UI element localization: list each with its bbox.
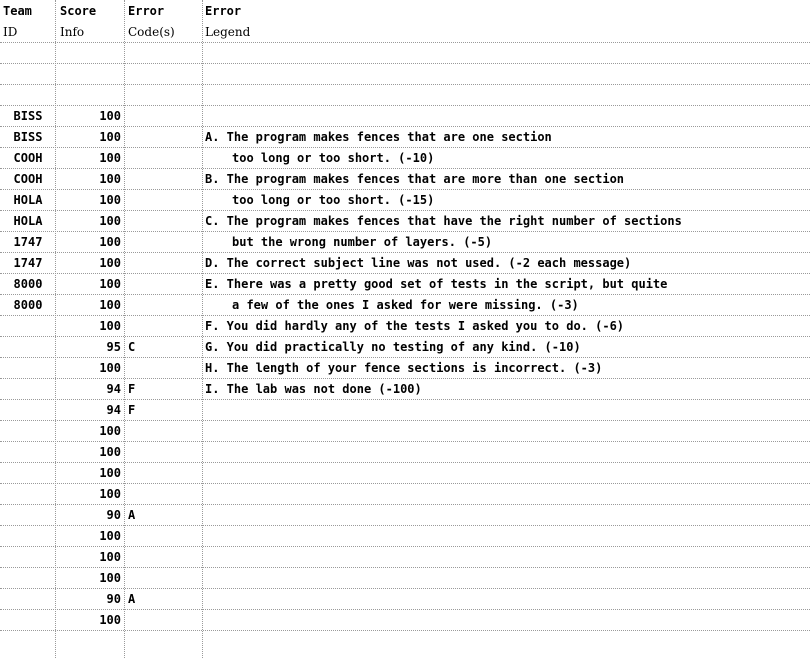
table-row xyxy=(0,526,810,547)
row-divider xyxy=(0,105,810,106)
error-code-cell xyxy=(128,484,200,505)
legend-cell: too long or too short. (-10) xyxy=(232,151,435,165)
score-cell: 100 xyxy=(99,214,121,228)
row-divider xyxy=(0,357,810,358)
score-cell: 94 xyxy=(106,403,121,417)
team-id-cell xyxy=(2,316,54,337)
team-id-cell: COOH xyxy=(13,172,43,186)
team-id-cell xyxy=(2,442,54,463)
row-divider xyxy=(0,84,810,85)
score-cell: 100 xyxy=(99,235,121,249)
table-row xyxy=(0,547,810,568)
legend-cell: too long or too short. (-15) xyxy=(232,193,435,207)
legend-cell: F. You did hardly any of the tests I asked you to do. (-6) xyxy=(205,319,625,333)
legend-cell xyxy=(205,505,805,526)
score-cell: 100 xyxy=(99,277,121,291)
team-id-cell: BISS xyxy=(13,109,43,123)
row-divider xyxy=(0,630,810,631)
table-row xyxy=(0,169,810,190)
row-divider xyxy=(0,399,810,400)
score-cell: 100 xyxy=(99,151,121,165)
row-divider xyxy=(0,63,810,64)
table-row xyxy=(0,610,810,631)
team-id-cell: 1747 xyxy=(13,235,43,249)
score-cell: 100 xyxy=(99,487,121,501)
team-id-cell xyxy=(2,547,54,568)
legend-cell xyxy=(205,568,805,589)
row-divider xyxy=(0,378,810,379)
score-cell: 90 xyxy=(106,592,121,606)
table-row xyxy=(0,85,810,106)
table-row xyxy=(0,148,810,169)
table-row xyxy=(0,64,810,85)
team-id-cell xyxy=(2,589,54,610)
header-team: Team xyxy=(3,4,32,18)
header-row xyxy=(0,1,810,22)
team-id-cell: BISS xyxy=(13,130,43,144)
team-id-cell xyxy=(2,64,54,85)
row-divider xyxy=(0,273,810,274)
legend-cell: G. You did practically no testing of any kind. (-10) xyxy=(205,340,581,354)
table-row xyxy=(0,589,810,610)
table-row xyxy=(0,400,810,421)
table-row xyxy=(0,43,810,64)
legend-cell xyxy=(205,526,805,547)
table-row xyxy=(0,463,810,484)
table-row xyxy=(0,295,810,316)
legend-cell: D. The correct subject line was not used. (-2 each message) xyxy=(205,256,632,270)
team-id-cell xyxy=(2,85,54,106)
team-id-cell: HOLA xyxy=(13,193,43,207)
score-cell: 90 xyxy=(106,508,121,522)
score-cell: 100 xyxy=(99,466,121,480)
table-row xyxy=(0,337,810,358)
error-code-cell: C xyxy=(128,340,136,354)
header-info: Info xyxy=(60,25,85,39)
score-cell: 95 xyxy=(106,340,121,354)
legend-cell: E. There was a pretty good set of tests in the script, but quite xyxy=(205,277,668,291)
table-row xyxy=(0,568,810,589)
team-id-cell: 8000 xyxy=(13,298,43,312)
score-cell xyxy=(56,85,121,106)
table-row xyxy=(0,442,810,463)
team-id-cell xyxy=(2,484,54,505)
table-row xyxy=(0,211,810,232)
table-row xyxy=(0,274,810,295)
table-row xyxy=(0,358,810,379)
error-code-cell: A xyxy=(128,508,136,522)
header-id: ID xyxy=(3,25,18,39)
row-divider xyxy=(0,147,810,148)
table-row xyxy=(0,127,810,148)
team-id-cell xyxy=(2,526,54,547)
legend-cell xyxy=(205,589,805,610)
legend-cell xyxy=(205,85,805,106)
error-code-cell xyxy=(128,274,200,295)
error-code-cell xyxy=(128,253,200,274)
team-id-cell xyxy=(2,43,54,64)
legend-cell: A. The program makes fences that are one section xyxy=(205,130,552,144)
score-cell: 100 xyxy=(99,193,121,207)
score-cell: 100 xyxy=(99,256,121,270)
legend-cell xyxy=(205,442,805,463)
row-divider xyxy=(0,462,810,463)
table-row xyxy=(0,379,810,400)
table-row xyxy=(0,106,810,127)
error-code-cell xyxy=(128,169,200,190)
team-id-cell: 1747 xyxy=(13,256,43,270)
row-divider xyxy=(0,252,810,253)
error-code-cell xyxy=(128,211,200,232)
error-code-cell: A xyxy=(128,592,136,606)
row-divider xyxy=(0,504,810,505)
row-divider xyxy=(0,420,810,421)
score-cell: 100 xyxy=(99,613,121,627)
table-row xyxy=(0,190,810,211)
team-id-cell: HOLA xyxy=(13,214,43,228)
legend-cell xyxy=(205,484,805,505)
error-code-cell: F xyxy=(128,403,136,417)
legend-cell: B. The program makes fences that are more than one section xyxy=(205,172,625,186)
row-divider xyxy=(0,231,810,232)
legend-cell: H. The length of your fence sections is incorrect. (-3) xyxy=(205,361,603,375)
score-cell: 100 xyxy=(99,109,121,123)
error-code-cell xyxy=(128,421,200,442)
legend-cell xyxy=(205,421,805,442)
team-id-cell xyxy=(2,358,54,379)
legend-cell: but the wrong number of layers. (-5) xyxy=(232,235,493,249)
team-id-cell: 8000 xyxy=(13,277,43,291)
legend-cell xyxy=(205,106,805,127)
error-code-cell xyxy=(128,547,200,568)
score-cell: 100 xyxy=(99,361,121,375)
error-code-cell xyxy=(128,610,200,631)
row-divider xyxy=(0,210,810,211)
row-divider xyxy=(0,168,810,169)
score-cell: 94 xyxy=(106,382,121,396)
error-code-cell xyxy=(128,442,200,463)
score-cell: 100 xyxy=(99,529,121,543)
header-row xyxy=(0,22,810,43)
legend-cell xyxy=(205,610,805,631)
error-code-cell xyxy=(128,358,200,379)
score-cell: 100 xyxy=(99,319,121,333)
error-code-cell xyxy=(128,295,200,316)
legend-cell: a few of the ones I asked for were missing. (-3) xyxy=(232,298,579,312)
legend-cell: I. The lab was not done (-100) xyxy=(205,382,422,396)
error-code-cell xyxy=(128,190,200,211)
team-id-cell xyxy=(2,610,54,631)
score-cell xyxy=(56,64,121,85)
error-code-cell xyxy=(128,106,200,127)
error-code-cell xyxy=(128,64,200,85)
score-cell: 100 xyxy=(99,298,121,312)
row-divider xyxy=(0,42,810,43)
score-cell: 100 xyxy=(99,424,121,438)
legend-cell xyxy=(205,400,805,421)
row-divider xyxy=(0,126,810,127)
row-divider xyxy=(0,588,810,589)
legend-cell xyxy=(205,64,805,85)
row-divider xyxy=(0,546,810,547)
legend-cell xyxy=(205,463,805,484)
table-row xyxy=(0,232,810,253)
table-row xyxy=(0,484,810,505)
row-divider xyxy=(0,567,810,568)
team-id-cell xyxy=(2,463,54,484)
error-code-cell xyxy=(128,568,200,589)
table-row xyxy=(0,421,810,442)
error-code-cell xyxy=(128,85,200,106)
error-code-cell xyxy=(128,127,200,148)
team-id-cell xyxy=(2,505,54,526)
team-id-cell xyxy=(2,421,54,442)
header-legend: Legend xyxy=(205,25,251,39)
row-divider xyxy=(0,525,810,526)
legend-cell: C. The program makes fences that have the right number of sections xyxy=(205,214,682,228)
row-divider xyxy=(0,483,810,484)
score-cell: 100 xyxy=(99,130,121,144)
row-divider xyxy=(0,441,810,442)
error-code-cell: F xyxy=(128,382,136,396)
score-cell: 100 xyxy=(99,172,121,186)
team-id-cell xyxy=(2,400,54,421)
table-row xyxy=(0,505,810,526)
legend-cell xyxy=(205,547,805,568)
row-divider xyxy=(0,315,810,316)
header-score: Score xyxy=(60,4,97,18)
header-error-legend: Error xyxy=(205,4,242,18)
legend-cell xyxy=(205,43,805,64)
error-code-cell xyxy=(128,232,200,253)
row-divider xyxy=(0,609,810,610)
error-code-cell xyxy=(128,526,200,547)
header-codes: Code(s) xyxy=(128,25,175,39)
team-id-cell xyxy=(2,379,54,400)
score-cell: 100 xyxy=(99,445,121,459)
row-divider xyxy=(0,189,810,190)
header-error-code: Error xyxy=(128,4,165,18)
row-divider xyxy=(0,336,810,337)
score-cell xyxy=(56,43,121,64)
error-code-cell xyxy=(128,148,200,169)
row-divider xyxy=(0,294,810,295)
team-id-cell xyxy=(2,337,54,358)
error-code-cell xyxy=(128,316,200,337)
score-cell: 100 xyxy=(99,571,121,585)
table-row xyxy=(0,316,810,337)
error-code-cell xyxy=(128,463,200,484)
team-id-cell: COOH xyxy=(13,151,43,165)
team-id-cell xyxy=(2,568,54,589)
score-cell: 100 xyxy=(99,550,121,564)
table-row xyxy=(0,253,810,274)
error-code-cell xyxy=(128,43,200,64)
